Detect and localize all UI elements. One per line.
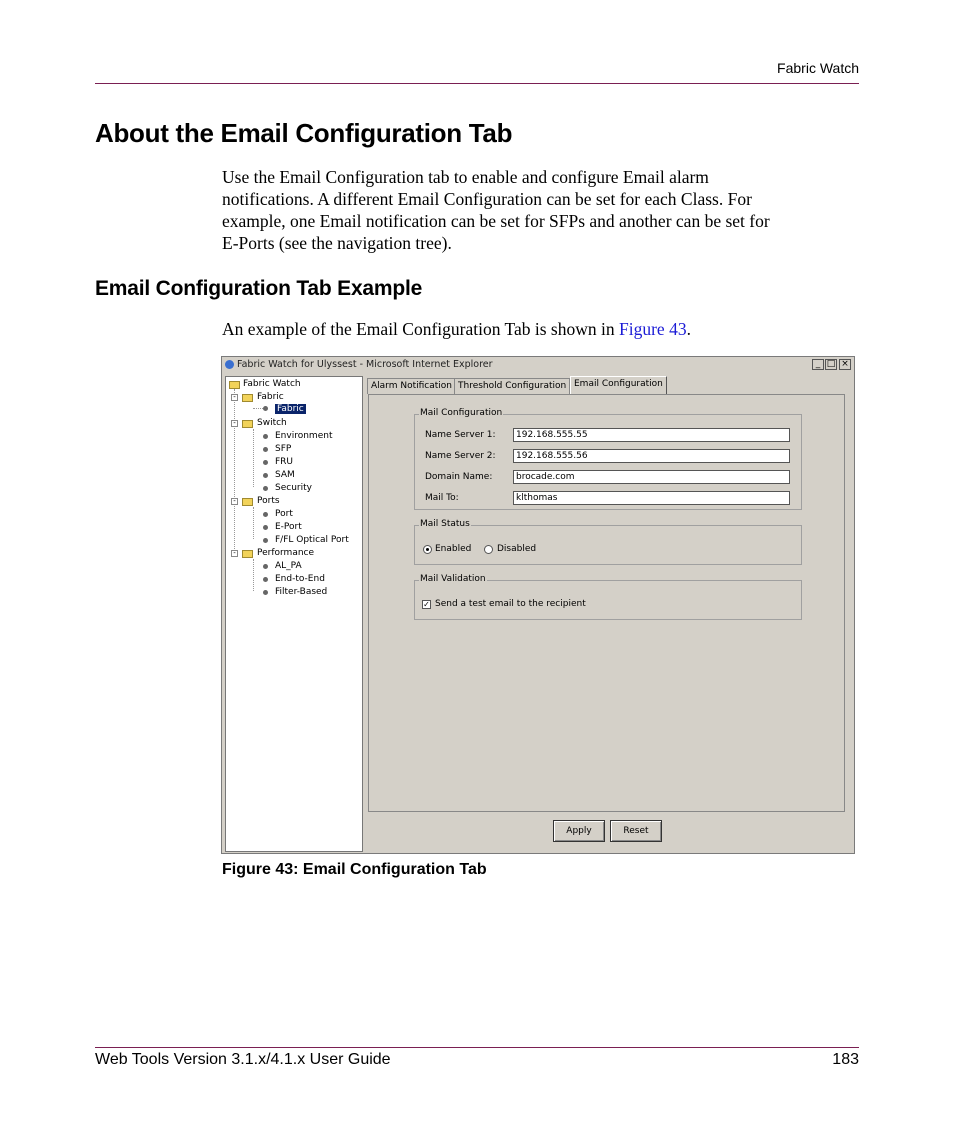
- group-legend: Mail Status: [420, 519, 470, 529]
- collapse-icon[interactable]: -: [231, 550, 238, 557]
- collapse-icon[interactable]: -: [231, 420, 238, 427]
- field-label: Domain Name:: [425, 472, 493, 482]
- minimize-icon[interactable]: _: [812, 359, 824, 370]
- close-icon[interactable]: ×: [839, 359, 851, 370]
- tree-item-ports[interactable]: Ports: [257, 496, 280, 506]
- example-paragraph: [222, 318, 842, 340]
- group-legend: Mail Configuration: [420, 408, 503, 418]
- tree-item-sam[interactable]: SAM: [275, 470, 295, 480]
- leaf-icon: [263, 564, 268, 569]
- group-legend: Mail Validation: [420, 574, 486, 584]
- tree-item-end-to-end[interactable]: End-to-End: [275, 574, 325, 584]
- leaf-icon: [263, 590, 268, 595]
- leaf-icon: [263, 473, 268, 478]
- leaf-icon: [263, 434, 268, 439]
- leaf-icon: [263, 406, 268, 411]
- example-text: An example of the Email Configuration Tab is shown in: [222, 319, 619, 339]
- disabled-label: Disabled: [497, 544, 537, 554]
- tab-alarm-notification[interactable]: Alarm Notification: [367, 378, 456, 394]
- tree-item-filter-based[interactable]: Filter-Based: [275, 587, 328, 597]
- tree-root[interactable]: Fabric Watch: [243, 379, 301, 389]
- folder-icon: [242, 550, 253, 558]
- tree-item-performance[interactable]: Performance: [257, 548, 315, 558]
- window-title: Fabric Watch for Ulyssest - Microsoft Internet Explorer: [237, 359, 493, 370]
- ie-window-screenshot: [221, 356, 855, 854]
- collapse-icon[interactable]: -: [231, 498, 238, 505]
- folder-icon: [242, 498, 253, 506]
- folder-icon: [242, 420, 253, 428]
- title-bar: [222, 357, 854, 373]
- footer-title: Web Tools Version 3.1.x/4.1.x User Guide: [95, 1051, 391, 1068]
- leaf-icon: [263, 577, 268, 582]
- tree-item-fru[interactable]: FRU: [275, 457, 294, 467]
- leaf-icon: [263, 525, 268, 530]
- header-rule: [95, 83, 859, 84]
- tree-item-e-port[interactable]: E-Port: [275, 522, 302, 532]
- running-header: Fabric Watch: [777, 60, 859, 76]
- tree-item-environment[interactable]: Environment: [275, 431, 333, 441]
- email-config-panel: [368, 394, 845, 812]
- name-server-1-input[interactable]: 192.168.555.55: [513, 428, 790, 442]
- tree-connector: [253, 559, 254, 591]
- page-number: 183: [832, 1051, 859, 1068]
- intro-paragraph: [222, 166, 842, 254]
- tree-item-optical-port[interactable]: F/FL Optical Port: [275, 535, 349, 545]
- reset-button[interactable]: Reset: [610, 820, 662, 842]
- figure-link[interactable]: Figure 43: [619, 319, 687, 339]
- field-label: Name Server 2:: [425, 451, 496, 461]
- test-email-label: Send a test email to the recipient: [435, 599, 586, 609]
- folder-icon: [242, 394, 253, 402]
- mail-to-input[interactable]: klthomas: [513, 491, 790, 505]
- mail-validation-group: [414, 574, 802, 620]
- field-label: Name Server 1:: [425, 430, 496, 440]
- tab-email-configuration[interactable]: Email Configuration: [570, 376, 667, 395]
- leaf-icon: [263, 460, 268, 465]
- tree-item-port[interactable]: Port: [275, 509, 293, 519]
- tree-item-fabric-selected[interactable]: Fabric: [277, 404, 304, 414]
- example-text-end: .: [686, 319, 691, 339]
- field-label: Mail To:: [425, 493, 459, 503]
- tree-item-al-pa[interactable]: AL_PA: [275, 561, 302, 571]
- tree-item-security[interactable]: Security: [275, 483, 312, 493]
- intro-line: E-Ports (see the navigation tree).: [222, 233, 452, 253]
- figure-caption: Figure 43: Email Configuration Tab: [222, 861, 487, 878]
- tab-threshold-configuration[interactable]: Threshold Configuration: [454, 378, 570, 394]
- mail-configuration-group: [414, 408, 802, 510]
- section-title: About the Email Configuration Tab: [95, 118, 513, 148]
- maximize-icon[interactable]: □: [826, 359, 836, 369]
- collapse-icon[interactable]: -: [231, 394, 238, 401]
- subsection-title: Email Configuration Tab Example: [95, 277, 423, 300]
- tree-connector: [253, 507, 254, 539]
- intro-line: notifications. A different Email Configuration can be set for each Class. For: [222, 189, 752, 209]
- leaf-icon: [263, 538, 268, 543]
- test-email-checkbox[interactable]: ✓: [423, 600, 430, 609]
- tree-connector: [234, 389, 235, 555]
- tree-connector: [253, 429, 254, 487]
- apply-button[interactable]: Apply: [553, 820, 605, 842]
- disabled-radio[interactable]: [484, 545, 493, 554]
- leaf-icon: [263, 447, 268, 452]
- tree-item-fabric[interactable]: Fabric: [257, 392, 284, 402]
- name-server-2-input[interactable]: 192.168.555.56: [513, 449, 790, 463]
- mail-status-group: [414, 519, 802, 565]
- ie-icon: [225, 360, 234, 369]
- enabled-radio[interactable]: [423, 545, 432, 554]
- tree-item-sfp[interactable]: SFP: [275, 444, 292, 454]
- enabled-label: Enabled: [435, 544, 472, 554]
- domain-name-input[interactable]: brocade.com: [513, 470, 790, 484]
- leaf-icon: [263, 486, 268, 491]
- footer-rule: [95, 1047, 859, 1048]
- tree-item-switch[interactable]: Switch: [257, 418, 287, 428]
- tree-connector: [253, 408, 263, 409]
- leaf-icon: [263, 512, 268, 517]
- folder-icon: [229, 381, 240, 389]
- navigation-tree: [225, 376, 363, 852]
- intro-line: example, one Email notification can be set for SFPs and another can be set for: [222, 211, 770, 231]
- intro-line: Use the Email Configuration tab to enable and configure Email alarm: [222, 167, 709, 187]
